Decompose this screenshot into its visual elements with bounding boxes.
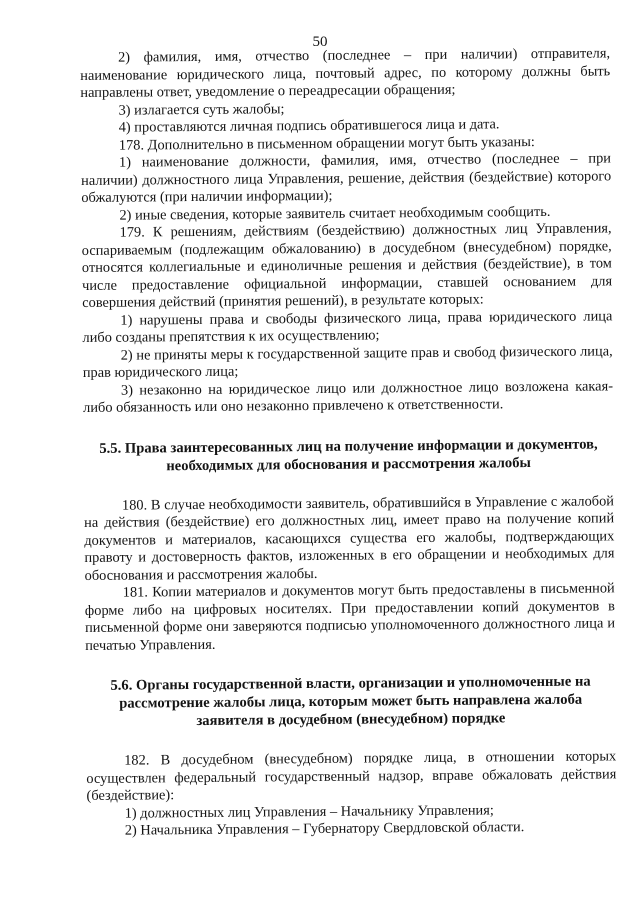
paragraph: 1) нарушены права и свободы физического лица, права юридического лица либо созданы препятствия к их осуществлению;: [82, 307, 613, 346]
paragraph: 1) наименование должности, фамилия, имя, отчество (последнее – при наличии) должностного лица Управления, решение, действия (бездействие) которого обжалуются (при наличии информации);: [81, 150, 612, 206]
paragraph: 4) проставляются личная подпись обратившегося лица и дата.: [118, 116, 500, 136]
paragraph: 3) излагается суть жалобы;: [118, 100, 285, 119]
section-heading-5-6: 5.6. Органы государственной власти, организации и уполномоченные на рассмотрение жалобы лица, которым может быть направлена жалоба заявителя в досудебном (внесудебном) порядке: [110, 673, 591, 730]
page-number: 50: [312, 34, 328, 50]
paragraph: 2) фамилия, имя, отчество (последнее – при наличии) отправителя, наименование юридического лица, почтовый адрес, по которому должны быть направлены ответ, уведомление о переадресации обращения;: [80, 45, 611, 101]
paragraph: 2) не приняты меры к государственной защите прав и свобод физического лица, прав юридического лица;: [82, 342, 613, 381]
paragraph: 1) должностных лиц Управления – Начальнику Управления;: [124, 801, 494, 822]
paragraph: 178. Дополнительно в письменном обращении могут быть указаны:: [118, 133, 535, 154]
paragraph: 2) Начальника Управления – Губернатору Свердловской области.: [124, 819, 525, 839]
section-heading-5-5: 5.5. Права заинтересованных лиц на получение информации и документов, необходимых для обоснования и рассмотрения жалобы: [99, 435, 598, 474]
paragraph: 3) незаконно на юридическое лицо или должностное лицо возложена какая-либо обязанность или оно незаконно привлечено к ответственности.: [83, 377, 614, 416]
paragraph: 179. К решениям, действиям (бездействию) должностных лиц Управления, оспариваемым (подлежащим обжалованию) в досудебном (внесудебном) порядке, относятся коллегиальные и единоличные решения и действия (бездействие), в том числе предоставление официальной информации, ставшей основанием для совершения действий (принятия решений), в результате которых:: [81, 220, 613, 311]
paragraph: 2) иные сведения, которые заявитель считает необходимым сообщить.: [119, 203, 551, 224]
paragraph: 182. В досудебном (внесудебном) порядке лица, в отношении которых осуществлен федеральный государственный надзор, вправе обжаловать действия (бездействие):: [86, 748, 617, 804]
paragraph: 180. В случае необходимости заявитель, обратившийся в Управление с жалобой на действия (бездействие) его должностных лиц, имеет право на получение копий документов и материалов, касающихся существа его жалобы, подтверждающих правоту и достоверность фактов, изложенных в его обращении и необходимых для обоснования и рассмотрения жалобы.: [84, 492, 615, 584]
document-body: [80, 45, 617, 840]
paragraph: 181. Копии материалов и документов могут быть предоставлены в письменной форме либо на цифровых носителях. При предоставлении копий документов в письменной форме они заверяются подписью уполномоченного должностного лица и печатью Управления.: [84, 580, 616, 654]
